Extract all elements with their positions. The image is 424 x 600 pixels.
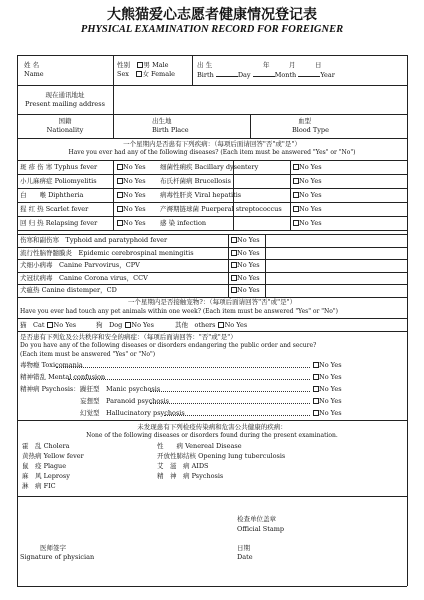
disease-right-answer — [292, 178, 322, 185]
cat-no-checkbox[interactable] — [47, 322, 53, 328]
disease-item: 开放性肺结核 Opening lung tuberculosis — [157, 452, 286, 460]
answer-label: No Yes — [299, 191, 322, 199]
pet-cat-item — [20, 322, 76, 329]
birth-year-input[interactable] — [298, 71, 320, 77]
no-checkbox[interactable] — [231, 275, 237, 281]
disease-item: 霍 乱 Cholera — [22, 442, 70, 450]
dog-no-checkbox[interactable] — [125, 322, 131, 328]
stamp-label-en: Official Stamp — [237, 525, 285, 533]
answer-label: No Yes — [123, 219, 146, 227]
disease-right-answer — [292, 164, 322, 171]
disease-answer — [230, 262, 260, 269]
birth-date-en — [197, 71, 335, 79]
disease-item: 淋 病 FIC — [22, 482, 56, 490]
disease-item: 精 神 病 Psychosis — [157, 472, 224, 480]
condition-answer — [312, 362, 342, 369]
disease-item: 黄热病 Yellow fever — [22, 452, 84, 460]
answer-label: No Yes — [237, 286, 260, 294]
condition-answer — [312, 386, 342, 393]
frame-right — [407, 55, 408, 586]
sex-field-en — [117, 71, 175, 78]
section2-question-en: Have you ever had touch any pet animals within one week? (Each item must be answered "Yes" or "No") — [20, 308, 338, 315]
answer-label: No Yes — [123, 205, 146, 213]
disease-answer — [230, 250, 260, 257]
paranoid-label: 妄想型 Paranoid psychosis — [80, 397, 170, 405]
no-checkbox[interactable] — [293, 206, 299, 212]
toxicomania-label: 毒物瘾 Toxicomania — [20, 361, 83, 369]
form-title-en: PHYSICAL EXAMINATION RECORD FOR FOREIGNER — [80, 24, 344, 35]
pet-cat-label: 猫 Cat — [20, 321, 45, 329]
day-label: Day — [237, 71, 251, 79]
bloodtype-label-cn: 血型 — [298, 117, 311, 125]
no-checkbox[interactable] — [313, 386, 319, 392]
disease-left-answer — [116, 206, 146, 213]
stamp-label-cn: 检查单位盖章 — [237, 515, 276, 523]
halluc-label: 幻觉型 Hallucinatory psychosis — [80, 409, 185, 417]
disease-label: 伤寒和副伤寒 Typhoid and paratyphoid fever — [20, 236, 168, 244]
birth-month-input[interactable] — [253, 71, 275, 77]
section1-question-cn: 一个星期内是否患有下列疾病：（每项后面请回答"否"或"是"） — [123, 140, 301, 148]
male-checkbox[interactable] — [137, 62, 143, 68]
disease-left-label: 回 归 热 Relapsing fever — [20, 219, 98, 227]
birth-label-cn: 出 生 — [197, 61, 213, 69]
disease-left-answer — [116, 178, 146, 185]
disease-right-answer — [292, 206, 322, 213]
answer-label: No Yes — [319, 397, 342, 405]
month-label: Month — [274, 71, 297, 79]
no-checkbox[interactable] — [313, 374, 319, 380]
date-label-cn: 日期 — [237, 544, 250, 552]
disease-label: 犬冠状病毒 Canine Corona virus，CCV — [20, 273, 148, 282]
disease-label: 犬瘟热 Canine distemper，CD — [20, 286, 117, 294]
section3-question-en1: Do you have any of the following diseases or disorders endangering the public order and secure? — [20, 342, 317, 349]
no-checkbox[interactable] — [231, 262, 237, 268]
others-answer: No Yes — [224, 321, 248, 329]
condition-answer — [312, 410, 342, 417]
disease-left-label: 斑 疹 伤 寒 Typhus fever — [20, 163, 98, 171]
no-checkbox[interactable] — [117, 206, 123, 212]
birthplace-label-en: Birth Place — [152, 126, 189, 134]
no-checkbox[interactable] — [231, 237, 237, 243]
disease-left-label: 小儿麻痹症 Poliomyelitis — [20, 177, 97, 185]
answer-label: No Yes — [299, 163, 322, 171]
disease-right-answer — [292, 192, 322, 199]
disease-answer — [230, 237, 260, 244]
section4-question-en: None of the following diseases or disorders found during the present examination. — [86, 432, 338, 439]
signature-label-cn: 医师签字 — [40, 544, 66, 552]
confusion-label: 精神错乱 Mental confusion — [20, 373, 106, 381]
dotted-leader — [56, 367, 310, 368]
birth-label-en: Birth — [197, 71, 214, 79]
address-label-en: Present mailing address — [25, 100, 105, 108]
pet-others-item — [175, 322, 247, 329]
birthplace-label-cn: 出生地 — [152, 117, 172, 125]
no-checkbox[interactable] — [117, 220, 123, 226]
disease-left-answer — [116, 192, 146, 199]
answer-label: No Yes — [123, 163, 146, 171]
condition-answer — [312, 374, 342, 381]
birth-month-cn: 月 — [289, 61, 296, 69]
answer-label: No Yes — [319, 409, 342, 417]
name-label-en: Name — [24, 70, 44, 78]
answer-label: No Yes — [299, 177, 322, 185]
section3-question-cn: 是否患有下列危及公共秩序和安全的病症：（每项后面请回答："否"或"是"） — [20, 333, 237, 341]
no-checkbox[interactable] — [117, 164, 123, 170]
disease-left-label: 猩 红 热 Scarlet fever — [20, 205, 89, 213]
no-checkbox[interactable] — [293, 178, 299, 184]
no-checkbox[interactable] — [293, 164, 299, 170]
disease-left-label: 白 喉 Diphtheria — [20, 191, 84, 199]
disease-right-label: 病毒性肝炎 Viral hepatitis — [160, 191, 242, 199]
no-checkbox[interactable] — [293, 220, 299, 226]
section1-question-en: Have you ever had any of the following diseases? (Each item must be answered "Yes" or "No") — [68, 149, 356, 156]
condition-answer — [312, 398, 342, 405]
section4-question-cn: 未发现患有下列检疫传染病和危害公共健康的疾病： — [137, 423, 287, 431]
no-checkbox[interactable] — [293, 192, 299, 198]
dotted-leader — [164, 415, 310, 416]
disease-right-label: 感 染 infection — [160, 219, 207, 227]
answer-label: No Yes — [299, 205, 322, 213]
dotted-leader — [150, 391, 310, 392]
disease-item: 艾 滋 病 AIDS — [157, 462, 209, 470]
disease-answer — [230, 287, 260, 294]
pet-dog-label: 狗 Dog — [96, 321, 123, 329]
birth-day-cn: 日 — [315, 61, 322, 69]
address-label-cn: 现在通讯地址 — [45, 91, 85, 99]
no-checkbox[interactable] — [231, 250, 237, 256]
bloodtype-label-en: Blood Type — [292, 126, 329, 134]
pet-others-label: 其他 others — [175, 321, 216, 329]
disease-item: 性 病 Venereal Disease — [157, 442, 242, 450]
psychosis-label: 精神病 Psychosis： — [20, 385, 80, 393]
signature-label-en: Signature of physician — [20, 553, 95, 561]
no-checkbox[interactable] — [117, 178, 123, 184]
answer-label: No Yes — [237, 236, 260, 244]
birth-year-cn: 年 — [263, 61, 270, 69]
disease-right-label: 细菌性痢疾 Bacillary dysentery — [160, 163, 259, 171]
answer-label: No Yes — [123, 191, 146, 199]
female-label: 女 Female — [142, 70, 176, 78]
no-checkbox[interactable] — [231, 287, 237, 293]
name-label-cn: 姓 名 — [24, 61, 40, 69]
disease-left-answer — [116, 164, 146, 171]
sex-label-cn: 性别 — [117, 61, 130, 69]
sex-label-en: Sex — [117, 70, 129, 78]
disease-item: 鼠 疫 Plague — [22, 462, 67, 470]
male-label: 男 Male — [143, 61, 169, 69]
section2-question-cn: 一个星期内是否接触宠物?：（每项后面请回答"否"或"是"） — [127, 298, 297, 306]
dotted-leader — [68, 379, 310, 380]
cat-answer: No Yes — [53, 321, 77, 329]
frame-left — [17, 55, 18, 586]
answer-label: No Yes — [237, 261, 260, 269]
disease-answer — [230, 275, 260, 282]
section3-question-en2: (Each item must be answered "Yes" or "No") — [20, 351, 156, 358]
disease-item: 麻 风 Leprosy — [22, 472, 70, 480]
birth-day-input[interactable] — [216, 71, 238, 77]
disease-right-label: 布氏杆菌病 Brucellosis — [160, 177, 231, 185]
answer-label: No Yes — [123, 177, 146, 185]
form-title-cn: 大熊猫爱心志愿者健康情况登记表 — [107, 7, 317, 23]
no-checkbox[interactable] — [313, 398, 319, 404]
dotted-leader — [150, 403, 310, 404]
disease-right-answer — [292, 220, 322, 227]
answer-label: No Yes — [319, 361, 342, 369]
answer-label: No Yes — [299, 219, 322, 227]
year-label: Year — [320, 71, 335, 79]
pet-dog-item — [96, 322, 154, 329]
no-checkbox[interactable] — [117, 192, 123, 198]
answer-label: No Yes — [319, 373, 342, 381]
frame-bottom — [17, 586, 407, 587]
frame-top — [17, 55, 407, 56]
nationality-label-en: Nationality — [46, 126, 84, 134]
no-checkbox[interactable] — [313, 410, 319, 416]
dog-answer: No Yes — [131, 321, 154, 329]
disease-left-answer — [116, 220, 146, 227]
no-checkbox[interactable] — [313, 362, 319, 368]
disease-right-label: 产褥期链球菌 Puerperal streptococcus — [160, 205, 282, 213]
sex-field — [117, 62, 169, 69]
date-label-en: Date — [237, 553, 253, 561]
answer-label: No Yes — [319, 385, 342, 393]
disease-label: 犬细小病毒 Canine Parvovirus，CPV — [20, 261, 140, 269]
answer-label: No Yes — [237, 248, 260, 257]
manic-label: 躁狂型 Manic psychosis — [80, 385, 161, 393]
answer-label: No Yes — [237, 273, 260, 282]
nationality-label-cn: 国籍 — [58, 117, 72, 125]
others-no-checkbox[interactable] — [218, 322, 224, 328]
disease-label: 流行性脑脊髓膜炎 Epidemic cerebrospinal meningitis — [20, 248, 194, 257]
